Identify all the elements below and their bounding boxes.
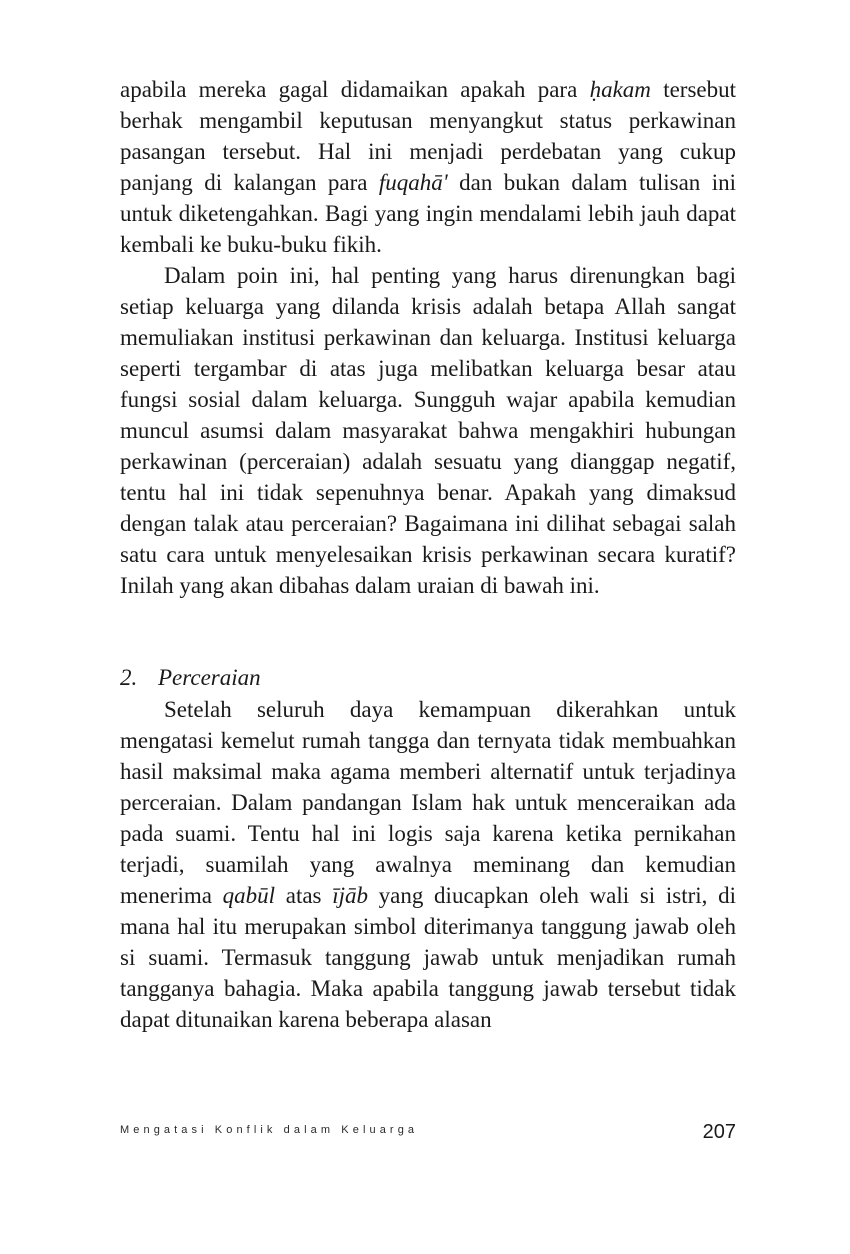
page-number: 207 [702, 1121, 736, 1143]
section-heading [120, 662, 736, 693]
term-fuqaha: fuqahā' [378, 170, 448, 195]
term-hakam: ḥakam [589, 77, 651, 102]
paragraph-1-text-end: dan bukan dalam tulisan ini untuk diketengahkan. Bagi yang ingin mendalami lebih jauh dapat kembali ke buku-buku fikih. [120, 170, 736, 257]
paragraph-1-text-middle: tersebut berhak mengambil keputusan menyangkut status perkawinan pasangan tersebut. Hal ini menjadi perdebatan yang cukup panjang di kalangan para [120, 77, 736, 195]
paragraph-2: Dalam poin ini, hal penting yang harus direnungkan bagi setiap keluarga yang dilanda krisis adalah betapa Allah sangat memuliakan institusi perkawinan dan keluarga. Institusi keluarga seperti tergambar di atas juga melibatkan keluarga besar atau fungsi sosial dalam keluarga. Sungguh wajar apabila kemudian muncul asumsi dalam masyarakat bahwa mengakhiri hubungan perkawinan (perceraian) adalah sesuatu yang dianggap negatif, tentu hal ini tidak sepenuhnya benar. Apakah yang dimaksud dengan talak atau perceraian? Bagaimana ini dilihat sebagai salah satu cara untuk menyelesaikan krisis perkawinan secara kuratif? Inilah yang akan dibahas dalam uraian di bawah ini. [120, 263, 736, 598]
paragraph-3-text-connector: atas [275, 883, 333, 908]
section-number: 2. [120, 665, 138, 690]
term-ijab: ījāb [332, 883, 368, 908]
paragraph-3 [120, 694, 736, 1035]
paragraph-1-text-start: apabila mereka gagal didamaikan apakah para [120, 77, 590, 102]
paragraph-3-block [120, 694, 736, 1035]
paragraph-continued [120, 74, 736, 260]
running-footer-title: Mengatasi Konflik dalam Keluarga [120, 1124, 419, 1136]
paragraph-3-text-start: Setelah seluruh daya kemampuan dikerahkan untuk mengatasi kemelut rumah tangga dan ternyata tidak membuahkan hasil maksimal maka agama memberi alternatif untuk terjadinya perceraian. Dalam pandangan Islam hak untuk menceraikan ada pada suami. Tentu hal ini logis saja karena ketika pernikahan terjadi, suamilah yang awalnya meminang dan kemudian menerima [120, 697, 736, 908]
section-title: Perceraian [158, 665, 261, 690]
paragraph-3-text-end: yang diucapkan oleh wali si istri, di mana hal itu merupakan simbol diterimanya tanggung jawab oleh si suami. Termasuk tanggung jawab untuk menjadikan rumah tangganya bahagia. Maka apabila tanggung jawab tersebut tidak dapat ditunaikan karena beberapa alasan [120, 883, 736, 1032]
paragraph-1 [120, 74, 736, 260]
term-qabul: qabūl [222, 883, 276, 908]
paragraph-2-block [120, 260, 736, 601]
